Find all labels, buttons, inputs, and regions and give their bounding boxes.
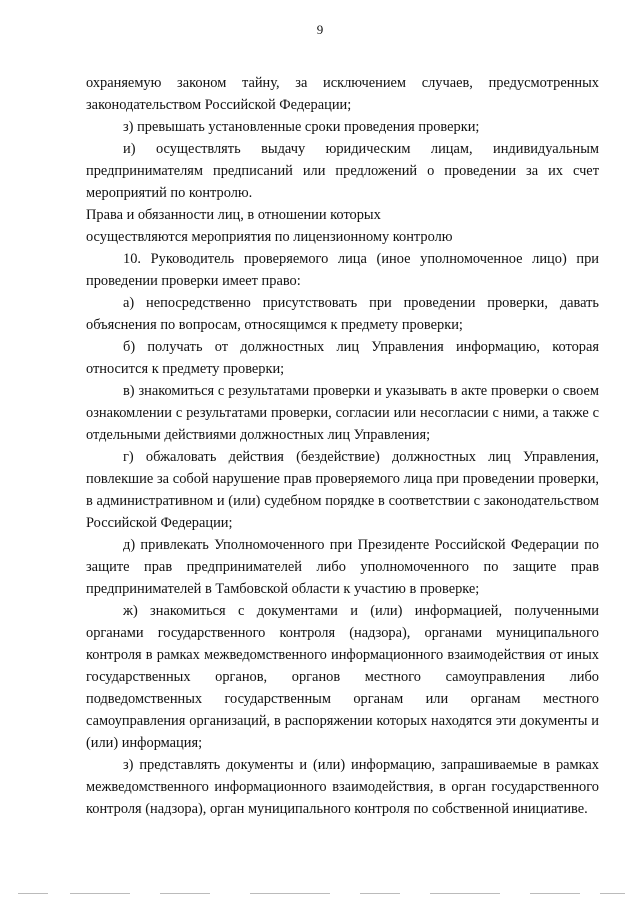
paragraph-item-a: а) непосредственно присутствовать при проведении проверки, давать объяснения по вопросам, относящимся к предмету проверки;	[86, 295, 599, 333]
scan-artifact-segment	[430, 893, 500, 894]
paragraph-item-zh: ж) знакомиться с документами и (или) информацией, полученными органами государственного контроля (надзора), органами муниципального контроля в рамках межведомственного информационного взаимодействия от иных государственных органов, органов местного самоуправления либо подведомственных государственным органам или органам местного самоуправления организаций, в распоряжении которых находятся эти документы и (или) информация;	[86, 603, 599, 751]
scan-artifact-segment	[160, 893, 210, 894]
paragraph-continuation: охраняемую законом тайну, за исключением случаев, предусмотренных законодательством Российской Федерации;	[86, 75, 599, 113]
scan-artifact-line	[0, 893, 640, 897]
paragraph-item-i: и) осуществлять выдачу юридическим лицам, индивидуальным предпринимателям предписаний или предложений о проведении за их счет мероприятий по контролю.	[86, 141, 599, 201]
section-heading	[86, 204, 599, 248]
paragraph-item-b: б) получать от должностных лиц Управления информацию, которая относится к предмету проверки;	[86, 339, 599, 377]
paragraph-10: 10. Руководитель проверяемого лица (иное уполномоченное лицо) при проведении проверки имеет право:	[86, 251, 599, 289]
scan-artifact-segment	[600, 893, 625, 894]
scan-artifact-segment	[70, 893, 130, 894]
page-number: 9	[316, 22, 324, 37]
scan-artifact-segment	[18, 893, 48, 894]
paragraph-item-z2: з) представлять документы и (или) информацию, запрашиваемые в рамках межведомственного информационного взаимодействия, в орган государственного контроля (надзора), орган муниципального контроля по собственной инициативе.	[86, 757, 599, 817]
paragraph-item-v: в) знакомиться с результатами проверки и указывать в акте проверки о своем ознакомлении с результатами проверки, согласии или несогласии с ними, а также с отдельными действиями должностных лиц Управления;	[86, 383, 599, 443]
section-heading-line-1: Права и обязанности лиц, в отношении которых	[86, 207, 381, 223]
paragraph-item-d: д) привлекать Уполномоченного при Президенте Российской Федерации по защите прав предпринимателей либо уполномоченного по защите прав предпринимателей в Тамбовской области к участию в проверке;	[86, 537, 599, 597]
scan-artifact-segment	[250, 893, 330, 894]
section-heading-line-2: осуществляются мероприятия по лицензионному контролю	[86, 229, 453, 245]
scan-artifact-segment	[360, 893, 400, 894]
paragraph-item-z: з) превышать установленные сроки проведения проверки;	[123, 119, 480, 135]
paragraph-item-g: г) обжаловать действия (бездействие) должностных лиц Управления, повлекшие за собой нарушение прав проверяемого лица при проведении проверки, в административном и (или) судебном порядке в соответствии с законодательством Российской Федерации;	[86, 449, 599, 531]
document-body	[86, 72, 599, 820]
scan-artifact-segment	[530, 893, 580, 894]
